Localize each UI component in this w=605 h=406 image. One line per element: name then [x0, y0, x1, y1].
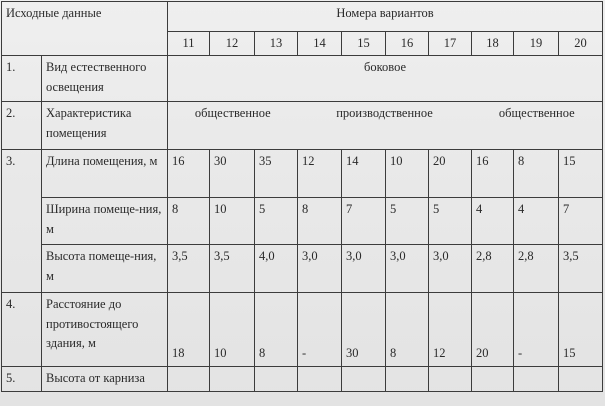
variant-number: 16 — [386, 32, 429, 56]
height-value: 3,0 — [429, 245, 472, 293]
width-value: 4 — [514, 198, 559, 245]
length-value: 35 — [255, 150, 298, 198]
length-value: 15 — [559, 150, 603, 198]
distance-value: - — [514, 293, 559, 367]
height-value: 3,5 — [168, 245, 210, 293]
distance-value: 10 — [210, 293, 255, 367]
row-label: Характеристика помещения — [42, 102, 168, 150]
width-value: 8 — [168, 198, 210, 245]
variant-number: 20 — [559, 32, 603, 56]
distance-value: 30 — [342, 293, 386, 367]
height-value: 3,0 — [298, 245, 342, 293]
row-label: Высота помеще-ния, м — [42, 245, 168, 293]
row-label: Расстояние до противостоящего здания, м — [42, 293, 168, 367]
distance-value: - — [298, 293, 342, 367]
row-number-empty — [2, 198, 42, 245]
empty-cell — [255, 367, 298, 391]
height-value: 3,0 — [342, 245, 386, 293]
row-number-empty — [2, 245, 42, 293]
length-value: 20 — [429, 150, 472, 198]
row-number: 1. — [2, 56, 42, 102]
distance-value: 20 — [472, 293, 514, 367]
variants-table — [1, 1, 603, 392]
row-label: Вид естественного освещения — [42, 56, 168, 102]
height-value: 4,0 — [255, 245, 298, 293]
variant-number: 19 — [514, 32, 559, 56]
variant-number: 14 — [298, 32, 342, 56]
row-label: Ширина помеще-ния, м — [42, 198, 168, 245]
length-value: 8 — [514, 150, 559, 198]
variant-number: 12 — [210, 32, 255, 56]
width-value: 5 — [386, 198, 429, 245]
room-type-group: производственное — [298, 102, 472, 150]
length-value: 12 — [298, 150, 342, 198]
width-value: 5 — [429, 198, 472, 245]
empty-cell — [342, 367, 386, 391]
room-type-group: общественное — [472, 102, 603, 150]
empty-cell — [429, 367, 472, 391]
distance-value: 12 — [429, 293, 472, 367]
lighting-type-value: боковое — [168, 56, 603, 102]
row-number: 5. — [2, 367, 42, 391]
variant-number: 17 — [429, 32, 472, 56]
row-number: 2. — [2, 102, 42, 150]
distance-value: 18 — [168, 293, 210, 367]
empty-cell — [386, 367, 429, 391]
width-value: 7 — [559, 198, 603, 245]
length-value: 16 — [472, 150, 514, 198]
empty-cell — [559, 367, 603, 391]
width-value: 4 — [472, 198, 514, 245]
empty-cell — [210, 367, 255, 391]
height-value: 2,8 — [514, 245, 559, 293]
length-value: 14 — [342, 150, 386, 198]
distance-value: 8 — [255, 293, 298, 367]
row-label: Длина помещения, м — [42, 150, 168, 198]
row-number: 3. — [2, 150, 42, 198]
row-label: Высота от карниза — [42, 367, 168, 391]
variant-number: 15 — [342, 32, 386, 56]
length-value: 30 — [210, 150, 255, 198]
variant-number: 18 — [472, 32, 514, 56]
distance-value: 15 — [559, 293, 603, 367]
width-value: 8 — [298, 198, 342, 245]
height-value: 3,5 — [559, 245, 603, 293]
distance-value: 8 — [386, 293, 429, 367]
empty-cell — [472, 367, 514, 391]
width-value: 7 — [342, 198, 386, 245]
variant-number: 11 — [168, 32, 210, 56]
empty-cell — [168, 367, 210, 391]
variant-number: 13 — [255, 32, 298, 56]
room-type-group: общественное — [168, 102, 298, 150]
width-value: 10 — [210, 198, 255, 245]
height-value: 2,8 — [472, 245, 514, 293]
height-value: 3,5 — [210, 245, 255, 293]
row-number: 4. — [2, 293, 42, 367]
length-value: 10 — [386, 150, 429, 198]
empty-cell — [514, 367, 559, 391]
header-variant-numbers: Номера вариантов — [168, 2, 603, 32]
empty-cell — [298, 367, 342, 391]
width-value: 5 — [255, 198, 298, 245]
length-value: 16 — [168, 150, 210, 198]
header-source-data: Исходные данные — [2, 2, 168, 56]
height-value: 3,0 — [386, 245, 429, 293]
